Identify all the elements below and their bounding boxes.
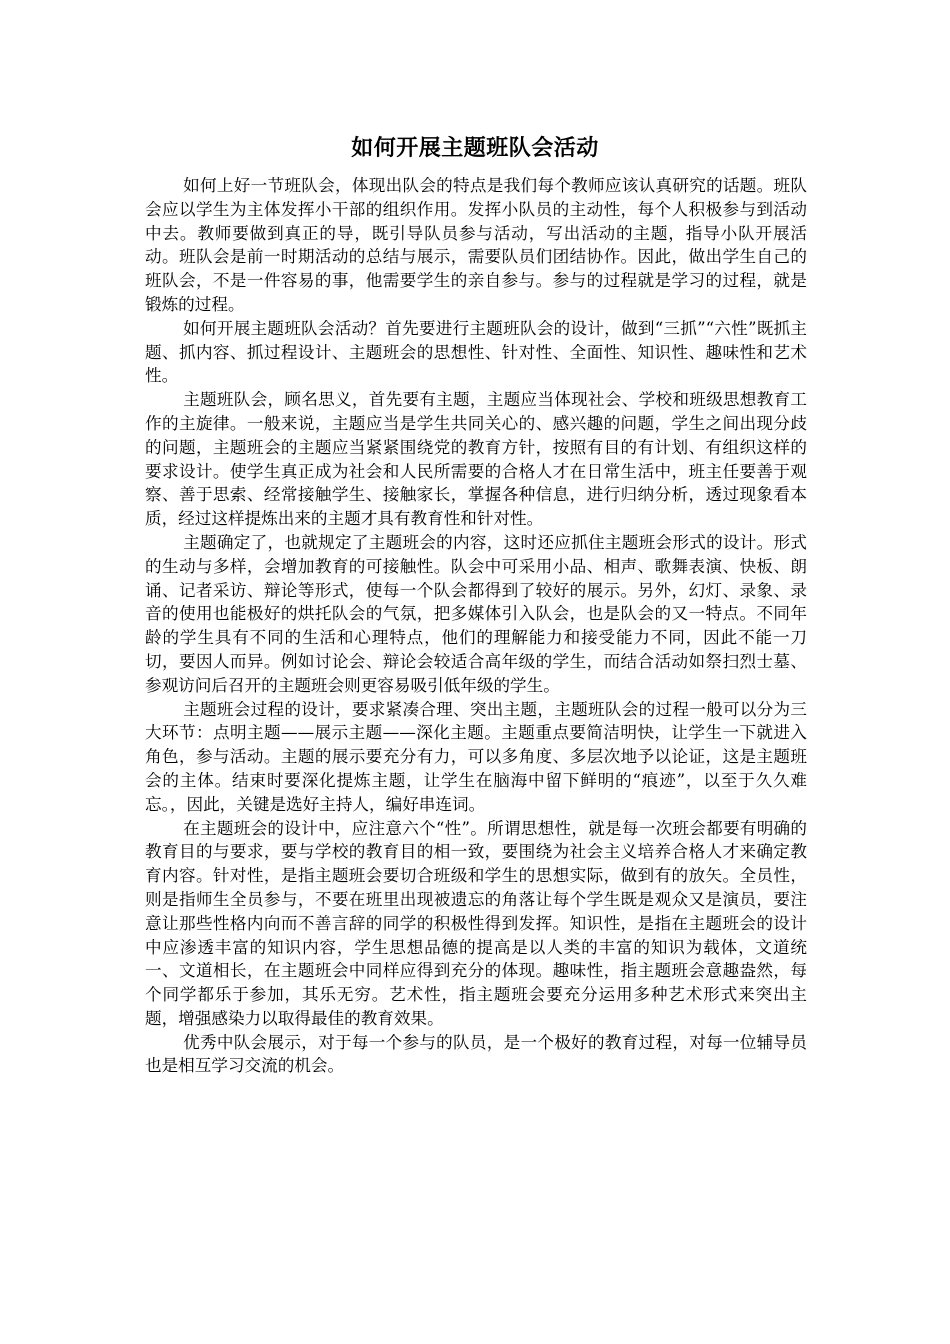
paragraph-5: 主题班会过程的设计，要求紧凑合理、突出主题，主题班队会的过程一般可以分为三大环节：点明主题——展示主题——深化主题。主题重点要简洁明快，让学生一下就进入角色，参与活动。主题的展示要充分有力，可以多角度、多层次地予以论证，这是主题班会的主体。结束时要深化提炼主题，让学生在脑海中留下鲜明的“痕迹”，以至于久久难忘。，因此，关键是选好主持人，编好串连词。 xyxy=(145,699,807,814)
paragraph-1: 如何上好一节班队会，体现出队会的特点是我们每个教师应该认真研究的话题。班队会应以学生为主体发挥小干部的组织作用。发挥小队员的主动性，每个人积极参与到活动中去。教师要做到真正的导，既引导队员参与活动，写出活动的主题，指导小队开展活动。班队会是前一时期活动的总结与展示，需要队员们团结协作。因此，做出学生自己的班队会，不是一件容易的事，他需要学生的亲自参与。参与的过程就是学习的过程，就是锻炼的过程。 xyxy=(145,176,807,314)
paragraph-4: 主题确定了，也就规定了主题班会的内容，这时还应抓住主题班会形式的设计。形式的生动与多样，会增加教育的可接触性。队会中可采用小品、相声、歌舞表演、快板、朗诵、记者采访、辩论等形式，使每一个队会都得到了较好的展示。另外，幻灯、录象、录音的使用也能极好的烘托队会的气氛，把多媒体引入队会，也是队会的又一特点。不同年龄的学生具有不同的生活和心理特点，他们的理解能力和接受能力不同，因此不能一刀切，要因人而异。例如讨论会、辩论会较适合高年级的学生，而结合活动如祭扫烈士墓、参观访问后召开的主题班会则更容易吸引低年级的学生。 xyxy=(145,532,807,695)
paragraph-3: 主题班队会，顾名思义，首先要有主题，主题应当体现社会、学校和班级思想教育工作的主旋律。一般来说，主题应当是学生共同关心的、感兴趣的问题，学生之间出现分歧的问题，主题班会的主题应当紧紧围绕党的教育方针，按照有目的有计划、有组织这样的要求设计。使学生真正成为社会和人民所需要的合格人才在日常生活中，班主任要善于观察、善于思索、经常接触学生、接触家长，掌握各种信息，进行归纳分析，透过现象看本质，经过这样提炼出来的主题才具有教育性和针对性。 xyxy=(145,390,807,529)
paragraph-6: 在主题班会的设计中，应注意六个“性”。所谓思想性，就是每一次班会都要有明确的教育目的与要求，要与学校的教育目的相一致，要围绕为社会主义培养合格人才来确定教育内容。针对性，是指主题班会要切合班级和学生的思想实际，做到有的放矢。全员性，则是指师生全员参与，不要在班里出现被遗忘的角落让每个学生既是观众又是演员，要注意让那些性格内向而不善言辞的同学的积极性得到发挥。知识性，是指在主题班会的设计中应渗透丰富的知识内容，学生思想品德的提高是以人类的丰富的知识为载体，文道统一、文道相长，在主题班会中同样应得到充分的体现。趣味性，指主题班会意趣盎然，每个同学都乐于参加，其乐无穷。艺术性，指主题班会要充分运用多种艺术形式来突出主题，增强感染力以取得最佳的教育效果。 xyxy=(145,818,807,1028)
paragraph-2: 如何开展主题班队会活动？首先要进行主题班队会的设计，做到“三抓”“六性”既抓主题、抓内容、抓过程设计、主题班会的思想性、针对性、全面性、知识性、趣味性和艺术性。 xyxy=(145,318,807,386)
document-body xyxy=(145,174,807,1078)
document-title: 如何开展主题班队会活动 xyxy=(351,135,599,161)
paragraph-7: 优秀中队会展示，对于每一个参与的队员，是一个极好的教育过程，对每一位辅导员也是相互学习交流的机会。 xyxy=(145,1032,807,1076)
